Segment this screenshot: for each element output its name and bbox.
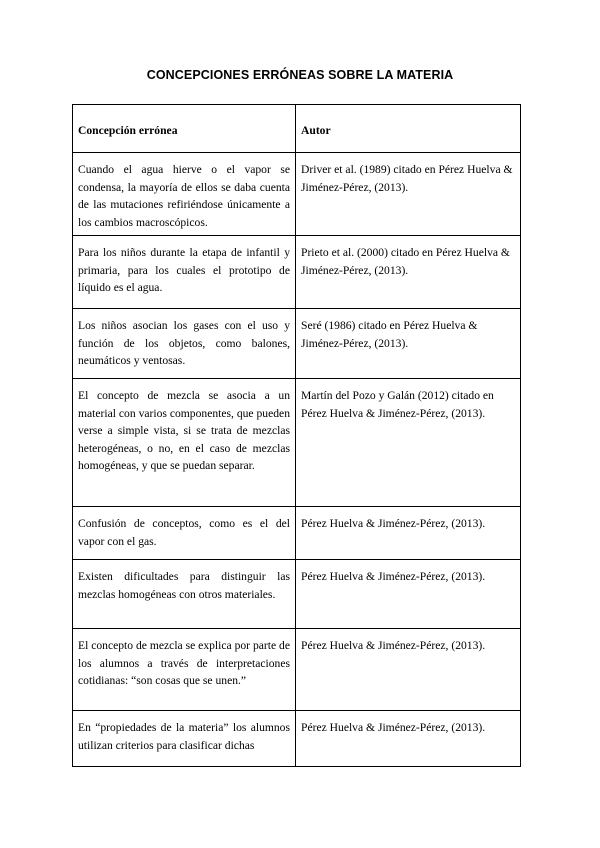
document-title: CONCEPCIONES ERRÓNEAS SOBRE LA MATERIA: [146, 68, 454, 82]
table-row: [73, 507, 521, 560]
misconceptions-table: [72, 104, 521, 767]
cell-autor: Pérez Huelva & Jiménez-Pérez, (2013).: [296, 560, 521, 629]
cell-autor: Prieto et al. (2000) citado en Pérez Huelva & Jiménez-Pérez, (2013).: [296, 236, 521, 309]
cell-autor: Pérez Huelva & Jiménez-Pérez, (2013).: [296, 507, 521, 560]
cell-concepcion: Los niños asocian los gases con el uso y función de los objetos, como balones, neumáticos y ventosas.: [73, 309, 296, 379]
table-row: [73, 711, 521, 767]
table-header-row: [73, 105, 521, 153]
cell-autor: Seré (1986) citado en Pérez Huelva & Jiménez-Pérez, (2013).: [296, 309, 521, 379]
table-row: [73, 629, 521, 711]
cell-autor: Pérez Huelva & Jiménez-Pérez, (2013).: [296, 711, 521, 767]
cell-concepcion: Cuando el agua hierve o el vapor se condensa, la mayoría de ellos se daba cuenta de las mutaciones refiriéndose únicamente a los cambios macroscópicos.: [73, 153, 296, 236]
cell-concepcion: Confusión de conceptos, como es el del vapor con el gas.: [73, 507, 296, 560]
cell-autor: Martín del Pozo y Galán (2012) citado en Pérez Huelva & Jiménez-Pérez, (2013).: [296, 379, 521, 507]
table-row: [73, 153, 521, 236]
header-autor: Autor: [296, 105, 521, 153]
header-concepcion: Concepción errónea: [73, 105, 296, 153]
cell-autor: Driver et al. (1989) citado en Pérez Huelva & Jiménez-Pérez, (2013).: [296, 153, 521, 236]
table-row: [73, 379, 521, 507]
cell-concepcion: En “propiedades de la materia” los alumnos utilizan criterios para clasificar dichas: [73, 711, 296, 767]
table-row: [73, 560, 521, 629]
cell-concepcion: El concepto de mezcla se asocia a un material con varios componentes, que pueden verse a simple vista, si se trata de mezclas heterogéneas, o no, en el caso de mezclas homogéneas, y que se puedan separar.: [73, 379, 296, 507]
cell-concepcion: El concepto de mezcla se explica por parte de los alumnos a través de interpretaciones cotidianas: “son cosas que se unen.”: [73, 629, 296, 711]
cell-autor: Pérez Huelva & Jiménez-Pérez, (2013).: [296, 629, 521, 711]
cell-concepcion: Para los niños durante la etapa de infantil y primaria, para los cuales el prototipo de líquido es el agua.: [73, 236, 296, 309]
cell-concepcion: Existen dificultades para distinguir las mezclas homogéneas con otros materiales.: [73, 560, 296, 629]
table-row: [73, 309, 521, 379]
table-row: [73, 236, 521, 309]
